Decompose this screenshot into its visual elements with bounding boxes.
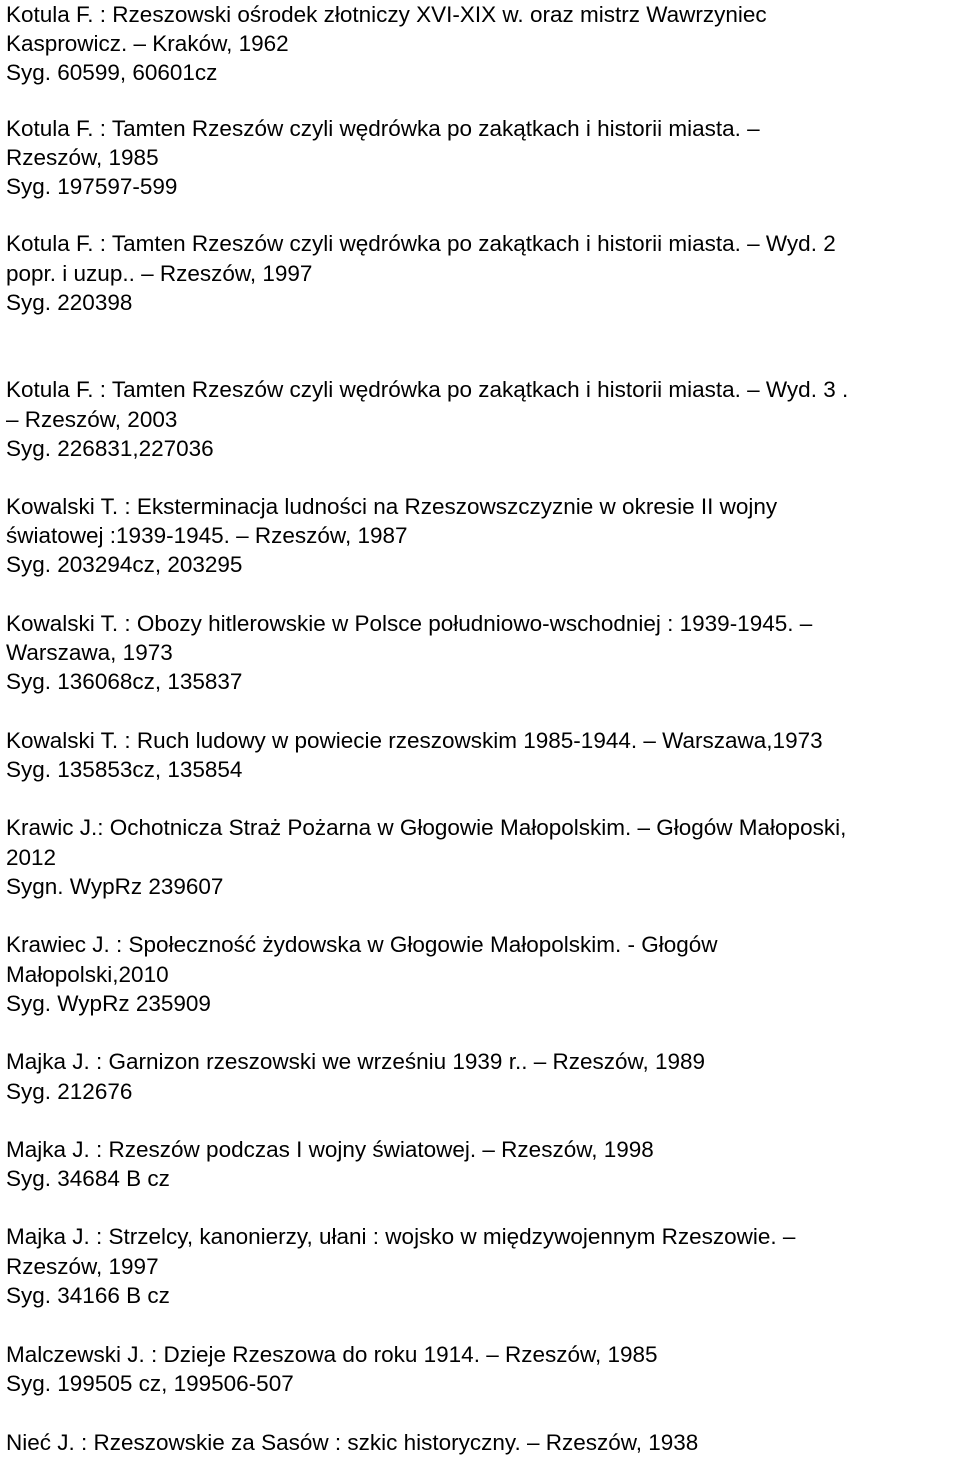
entry-9-line-3: Syg. WypRz 235909 bbox=[6, 991, 211, 1016]
entry-9-line-2: Małopolski,2010 bbox=[6, 962, 169, 987]
entry-4-line-2: – Rzeszów, 2003 bbox=[6, 407, 178, 432]
entry-13-line-2: Syg. 199505 cz, 199506-507 bbox=[6, 1371, 294, 1396]
entry-10-line-2: Syg. 212676 bbox=[6, 1079, 133, 1104]
entry-4-line-1: Kotula F. : Tamten Rzeszów czyli wędrówka po zakątkach i historii miasta. – Wyd. 3 . bbox=[6, 377, 849, 402]
entry-2-line-1: Kotula F. : Tamten Rzeszów czyli wędrówka po zakątkach i historii miasta. – bbox=[6, 116, 760, 141]
entry-8-line-3: Sygn. WypRz 239607 bbox=[6, 874, 224, 899]
entry-3-line-3: Syg. 220398 bbox=[6, 290, 133, 315]
entry-4-line-3: Syg. 226831,227036 bbox=[6, 436, 214, 461]
entry-12-line-3: Syg. 34166 B cz bbox=[6, 1283, 170, 1308]
entry-12-line-2: Rzeszów, 1997 bbox=[6, 1254, 159, 1279]
entry-10-line-1: Majka J. : Garnizon rzeszowski we wrześniu 1939 r.. – Rzeszów, 1989 bbox=[6, 1049, 706, 1074]
entry-5-line-1: Kowalski T. : Eksterminacja ludności na Rzeszowszczyznie w okresie II wojny bbox=[6, 494, 778, 519]
entry-5-line-3: Syg. 203294cz, 203295 bbox=[6, 552, 243, 577]
entry-1-line-3: Syg. 60599, 60601cz bbox=[6, 60, 218, 85]
entry-11-line-1: Majka J. : Rzeszów podczas I wojny światowej. – Rzeszów, 1998 bbox=[6, 1137, 654, 1162]
entry-6-line-1: Kowalski T. : Obozy hitlerowskie w Polsce południowo-wschodniej : 1939-1945. – bbox=[6, 611, 813, 636]
entry-2-line-2: Rzeszów, 1985 bbox=[6, 145, 159, 170]
entry-3-line-2: popr. i uzup.. – Rzeszów, 1997 bbox=[6, 261, 313, 286]
entry-12-line-1: Majka J. : Strzelcy, kanonierzy, ułani : wojsko w międzywojennym Rzeszowie. – bbox=[6, 1224, 796, 1249]
entry-8-line-1: Krawic J.: Ochotnicza Straż Pożarna w Głogowie Małopolskim. – Głogów Małoposki, bbox=[6, 815, 847, 840]
entry-1-line-2: Kasprowicz. – Kraków, 1962 bbox=[6, 31, 289, 56]
entry-1-line-1: Kotula F. : Rzeszowski ośrodek złotniczy XVI-XIX w. oraz mistrz Wawrzyniec bbox=[6, 2, 767, 27]
entry-11-line-2: Syg. 34684 B cz bbox=[6, 1166, 170, 1191]
entry-7-line-2: Syg. 135853cz, 135854 bbox=[6, 757, 243, 782]
entry-8-line-2: 2012 bbox=[6, 845, 57, 870]
entry-9-line-1: Krawiec J. : Społeczność żydowska w Głogowie Małopolskim. - Głogów bbox=[6, 932, 718, 957]
entry-13-line-1: Malczewski J. : Dzieje Rzeszowa do roku 1914. – Rzeszów, 1985 bbox=[6, 1342, 658, 1367]
entry-14-line-1: Nieć J. : Rzeszowskie za Sasów : szkic historyczny. – Rzeszów, 1938 bbox=[6, 1430, 699, 1455]
entry-2-line-3: Syg. 197597-599 bbox=[6, 174, 178, 199]
entry-7-line-1: Kowalski T. : Ruch ludowy w powiecie rzeszowskim 1985-1944. – Warszawa,1973 bbox=[6, 728, 823, 753]
entry-6-line-2: Warszawa, 1973 bbox=[6, 640, 173, 665]
entry-6-line-3: Syg. 136068cz, 135837 bbox=[6, 669, 243, 694]
entry-3-line-1: Kotula F. : Tamten Rzeszów czyli wędrówka po zakątkach i historii miasta. – Wyd. 2 bbox=[6, 231, 836, 256]
entry-5-line-2: światowej :1939-1945. – Rzeszów, 1987 bbox=[6, 523, 408, 548]
